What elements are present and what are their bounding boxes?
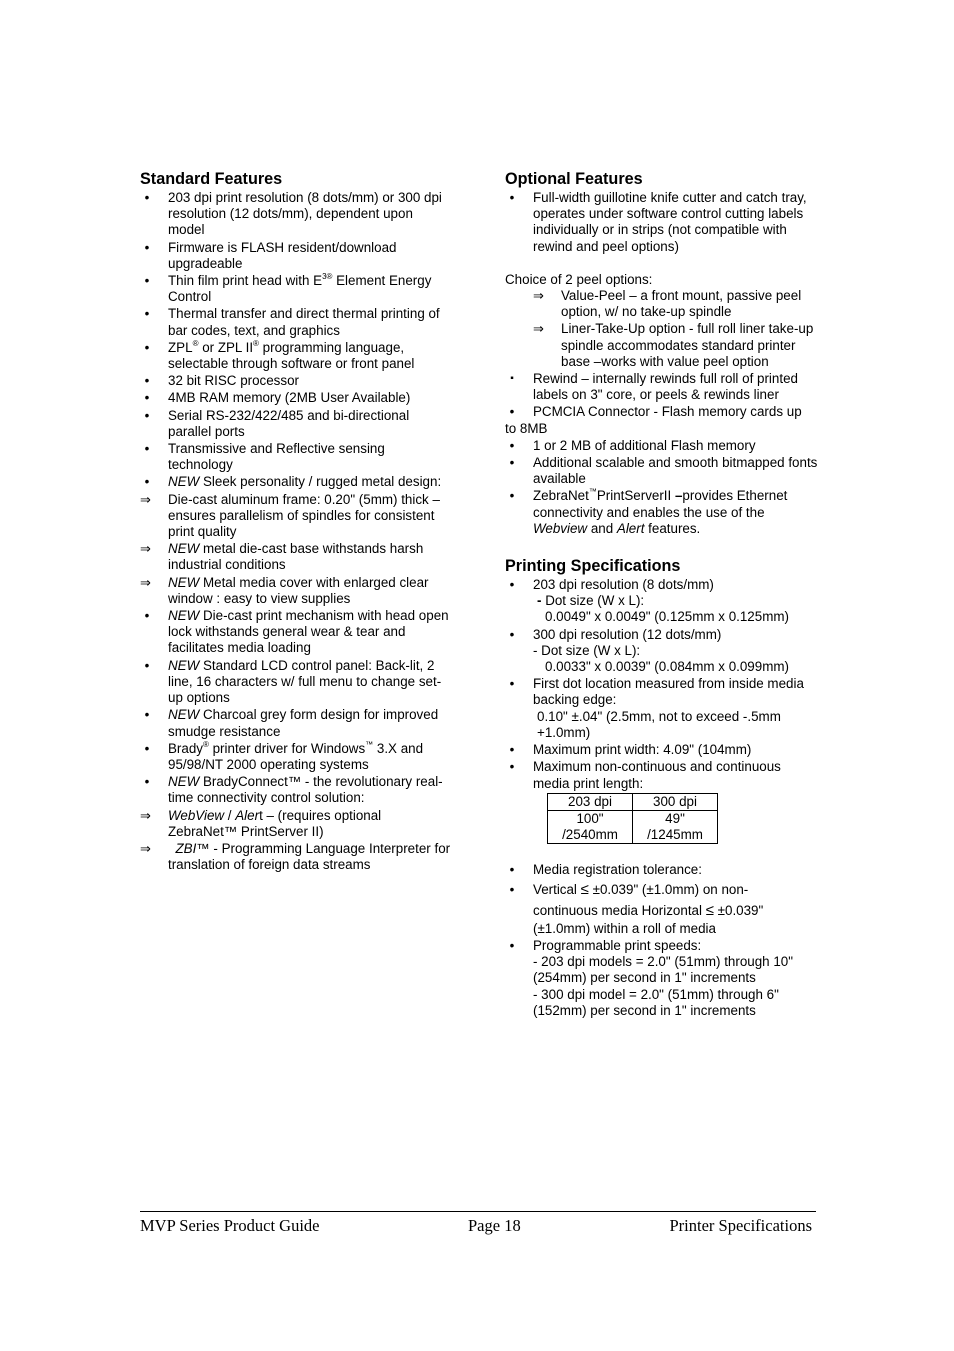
- pcmcia-item: • PCMCIA Connector - Flash memory cards up to 8MB: [505, 404, 802, 436]
- list-item: • Thin film print head with $E^{3®}$ Element Energy Control: [140, 273, 452, 305]
- bullet-icon: •: [509, 404, 515, 420]
- arrow-icon: ⇒: [140, 574, 151, 590]
- list-item: • 1 or 2 MB of additional Flash memory: [505, 438, 821, 454]
- sub-list-item: ⇒ ZBI™ - Programming Language Interpreter for translation of foreign data streams: [140, 840, 451, 873]
- bullet-icon: •: [509, 881, 515, 897]
- list-item: • Vertical ≤ ±0.039" (±1.0mm) on non- continuous media Horizontal ≤ ±0.039" (±1.0mm) within a roll of media: [505, 879, 821, 937]
- sub-list-item: ⇒ Liner-Take-Up option - full roll liner take-up spindle accommodates standard printer base –works with value peel option: [533, 321, 814, 369]
- printing-specifications-heading: Printing Specifications: [505, 557, 681, 576]
- table-cell: 49" /1245mm: [633, 810, 718, 843]
- bullet-icon: •: [144, 373, 150, 389]
- bullet-icon: •: [509, 455, 515, 471]
- list-item: • Additional scalable and smooth bitmapped fonts available: [505, 455, 821, 487]
- sub-list-item: ⇒ Die-cast aluminum frame: 0.20" (5mm) thick – ensures parallelism of spindles for consistent print quality: [140, 491, 440, 540]
- bullet-icon: •: [144, 190, 150, 205]
- bullet-icon: •: [509, 676, 515, 692]
- list-item: • NEW Sleek personality / rugged metal design:: [140, 474, 452, 490]
- list-item: • NEW Standard LCD control panel: Back-lit, 2 line, 16 characters w/ full menu to change set-up options: [140, 658, 452, 707]
- less-equal-icon: ≤: [705, 901, 714, 919]
- list-item: • 300 dpi resolution (12 dots/mm) - Dot size (W x L): 0.0033" x 0.0039" (0.084mm x 0.099mm): [505, 627, 821, 676]
- list-item: • Brady® printer driver for Windows™ 3.X and 95/98/NT 2000 operating systems: [140, 741, 452, 773]
- bullet-icon: •: [509, 577, 515, 593]
- bullet-icon: •: [144, 239, 150, 255]
- print-length-table: [547, 793, 718, 844]
- bullet-icon: •: [144, 306, 150, 322]
- list-item: • NEW BradyConnect™ - the revolutionary real-time connectivity control solution:: [140, 774, 452, 806]
- list-item: • First dot location measured from inside media backing edge: 0.10" ±.04" (2.5mm, not to exceed -.5mm +1.0mm): [505, 676, 821, 741]
- table-row: [548, 810, 718, 843]
- bullet-icon: •: [144, 407, 150, 423]
- list-item: • NEW Charcoal grey form design for improved smudge resistance: [140, 707, 452, 739]
- sub-list-item: ⇒ WebView / Alert – (requires optional ZebraNet™ PrintServer II): [140, 807, 382, 839]
- bullet-icon: •: [509, 937, 515, 953]
- sub-list-item: ⇒ NEW Metal media cover with enlarged clear window : easy to view supplies: [140, 574, 429, 606]
- list-item: • ZebraNet™PrintServerII –provides Ethernet connectivity and enables the use of the Webview and Alert features.: [505, 488, 821, 537]
- arrow-icon: ⇒: [140, 807, 151, 823]
- list-item: • Maximum non-continuous and continuous media print length:: [505, 759, 821, 791]
- list-item: • 4MB RAM memory (2MB User Available): [140, 390, 452, 406]
- bullet-icon: •: [144, 474, 150, 490]
- standard-features-heading: Standard Features: [140, 170, 283, 188]
- list-item: • NEW Die-cast print mechanism with head open lock withstands general wear & tear and facilitates media loading: [140, 608, 452, 657]
- list-item: • Programmable print speeds: - 203 dpi models = 2.0" (51mm) through 10" (254mm) per second in 1" increments - 300 dpi model = 2.0" (51mm) through 6" (152mm) per second in 1" increments: [505, 938, 821, 1019]
- bullet-icon: •: [509, 759, 515, 775]
- peel-intro: Choice of 2 peel options:: [505, 271, 653, 287]
- bullet-icon: •: [144, 441, 150, 457]
- list-item: • 32 bit RISC processor: [140, 373, 452, 389]
- arrow-icon: ⇒: [533, 321, 544, 337]
- arrow-icon: ⇒: [140, 541, 151, 557]
- optional-features-column: [505, 170, 821, 1020]
- standard-features-column: [140, 170, 452, 874]
- bullet-icon: •: [144, 657, 150, 673]
- list-item: • 203 dpi resolution (8 dots/mm) - Dot size (W x L): 0.0049" x 0.0049" (0.125mm x 0.125mm): [505, 577, 821, 626]
- list-item: ▪ Rewind – internally rewinds full roll of printed labels on 3" core, or peels & rewinds liner: [505, 371, 821, 403]
- list-item: • Transmissive and Reflective sensing technology: [140, 441, 452, 473]
- list-item: • Thermal transfer and direct thermal printing of bar codes, text, and graphics: [140, 306, 452, 338]
- arrow-icon: ⇒: [140, 840, 151, 856]
- table-header-cell: 300 dpi: [633, 793, 718, 810]
- bullet-icon: •: [509, 190, 515, 205]
- footer-section-title: Printer Specifications: [669, 1216, 812, 1235]
- optional-features-heading: Optional Features: [505, 170, 643, 188]
- bullet-icon: •: [144, 707, 150, 723]
- bullet-icon: •: [509, 861, 515, 877]
- bullet-icon: •: [144, 390, 150, 406]
- table-row: [548, 793, 718, 810]
- list-item: • Maximum print width: 4.09" (104mm): [505, 742, 821, 758]
- bullet-icon: •: [509, 437, 515, 453]
- footer-page-number: Page 18: [468, 1216, 521, 1235]
- less-equal-icon: ≤: [580, 880, 589, 898]
- list-item: • Full-width guillotine knife cutter and catch tray, operates under software control cutting labels individually or in strips (not compatible with rewind and peel options): [505, 190, 821, 255]
- bullet-icon: •: [509, 742, 515, 758]
- bullet-icon: •: [144, 273, 150, 289]
- sub-list-item: ⇒ NEW metal die-cast base withstands harsh industrial conditions: [140, 541, 424, 573]
- table-header-cell: 203 dpi: [548, 793, 633, 810]
- square-bullet-icon: ▪: [510, 373, 514, 385]
- arrow-icon: ⇒: [140, 491, 151, 507]
- list-item: • ZPL® or ZPL II® programming language, selectable through software or front panel: [140, 340, 452, 372]
- table-cell: 100" /2540mm: [548, 810, 633, 843]
- sub-list-item: ⇒ Value-Peel – a front mount, passive peel option, w/ no take-up spindle: [533, 288, 802, 320]
- list-item: • Serial RS-232/422/485 and bi-directional parallel ports: [140, 408, 452, 440]
- list-item: • Firmware is FLASH resident/download upgradeable: [140, 240, 452, 272]
- list-item: • 203 dpi print resolution (8 dots/mm) or 300 dpi resolution (12 dots/mm), dependent upon model: [140, 190, 452, 239]
- footer-guide-title: MVP Series Product Guide: [140, 1216, 320, 1235]
- page-footer: [140, 1211, 816, 1235]
- bullet-icon: •: [144, 740, 150, 756]
- bullet-icon: •: [509, 626, 515, 642]
- bullet-icon: •: [144, 608, 150, 624]
- bullet-icon: •: [509, 488, 515, 504]
- arrow-icon: ⇒: [533, 288, 544, 304]
- bullet-icon: •: [144, 774, 150, 790]
- list-item: • Media registration tolerance:: [505, 862, 821, 878]
- bullet-icon: •: [144, 339, 150, 355]
